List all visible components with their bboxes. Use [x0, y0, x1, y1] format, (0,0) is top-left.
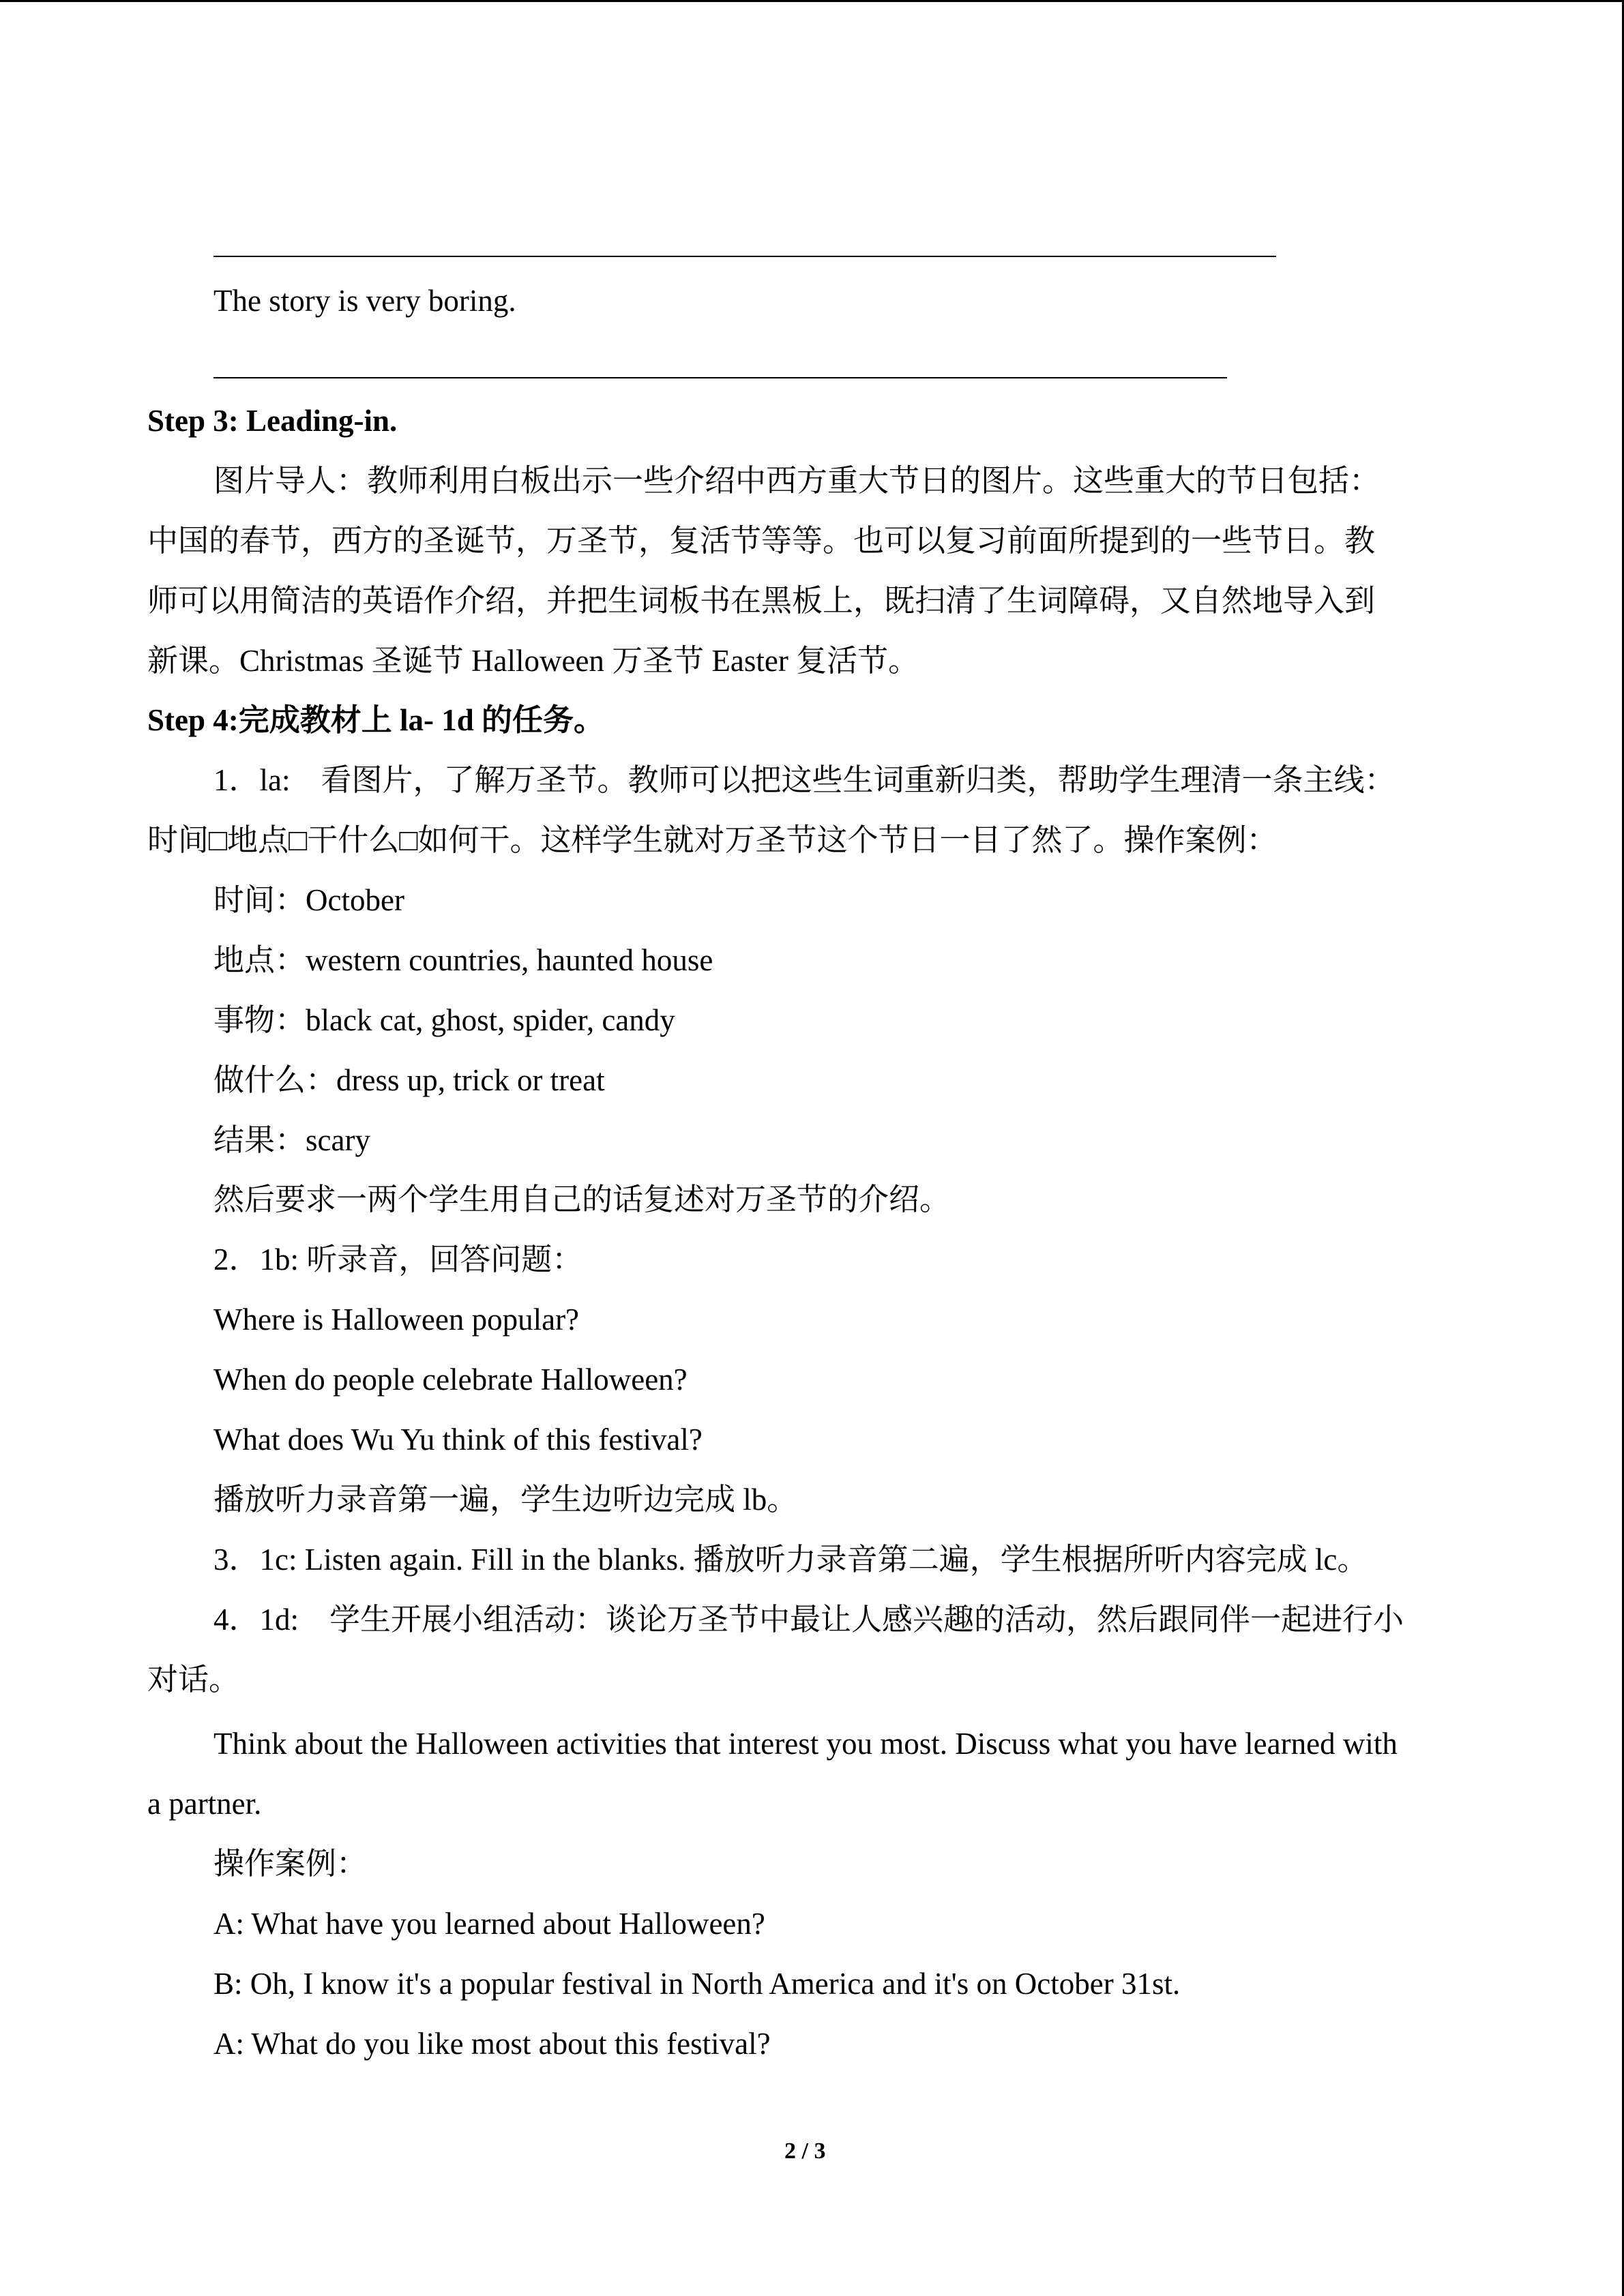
category-result: 结果：scary — [213, 1123, 370, 1157]
case-label: 操作案例： — [213, 1847, 368, 1881]
step4-heading: Step 4:完成教材上 la- 1d 的任务。 — [147, 703, 605, 737]
dialogue-line: A: What do you like most about this festival? — [213, 2027, 771, 2061]
step4-item1-line: 1．la: 看图片，了解万圣节。教师可以把这些生词重新归类，帮助学生理清一条主线： — [213, 763, 1396, 797]
step3-paragraph-line: 新课。Christmas 圣诞节 Halloween 万圣节 Easter 复活节。 — [147, 644, 919, 678]
category-activities: 做什么：dress up, trick or treat — [213, 1063, 605, 1097]
dialogue-line: A: What have you learned about Halloween? — [213, 1907, 765, 1941]
step4-item4-line: 4．1d: 学生开展小组活动：谈论万圣节中最让人感兴趣的活动，然后跟同伴一起进行小 — [213, 1602, 1404, 1637]
step4-item3: 3．1c: Listen again. Fill in the blanks. 播放听力录音第二遍，学生根据所听内容完成 lc。 — [213, 1542, 1368, 1577]
category-time: 时间：October — [213, 883, 404, 917]
blank-sentence: The story is very boring. — [213, 284, 516, 318]
answer-blank-line-2 — [213, 377, 1227, 378]
english-task-line: Think about the Halloween activities that interest you most. Discuss what you have learned with — [213, 1727, 1398, 1761]
category-place: 地点：western countries, haunted house — [213, 943, 713, 977]
step4-item1-line: 时间□地点□干什么□如何干。这样学生就对万圣节这个节日一目了然了。操作案例： — [147, 823, 1278, 857]
step4-item4-line: 对话。 — [147, 1663, 240, 1697]
answer-blank-line-1 — [213, 256, 1276, 257]
listening-question: When do people celebrate Halloween? — [213, 1362, 688, 1397]
dialogue-line: B: Oh, I know it's a popular festival in North America and it's on October 31st. — [213, 1967, 1181, 2001]
step3-paragraph-line: 图片导人：教师利用白板出示一些介绍中西方重大节日的图片。这些重大的节日包括： — [213, 464, 1381, 498]
step3-paragraph-line: 师可以用简洁的英语作介绍，并把生词板书在黑板上，既扫清了生词障碍，又自然地导入到 — [147, 584, 1376, 618]
step3-paragraph-line: 中国的春节，西方的圣诞节，万圣节，复活节等等。也可以复习前面所提到的一些节日。教 — [147, 524, 1376, 558]
listening-question: What does Wu Yu think of this festival? — [213, 1422, 703, 1457]
category-things: 事物：black cat, ghost, spider, candy — [213, 1003, 675, 1037]
step4-item2-line: 播放听力录音第一遍，学生边听边完成 lb。 — [213, 1482, 798, 1517]
english-task-line: a partner. — [147, 1787, 262, 1821]
page-number: 2 / 3 — [784, 2138, 826, 2164]
step3-heading: Step 3: Leading-in. — [147, 404, 398, 438]
step4-item2-line: 2．1b: 听录音，回答问题： — [213, 1242, 583, 1277]
listening-question: Where is Halloween popular? — [213, 1302, 580, 1337]
category-followup: 然后要求一两个学生用自己的话复述对万圣节的介绍。 — [213, 1182, 951, 1217]
